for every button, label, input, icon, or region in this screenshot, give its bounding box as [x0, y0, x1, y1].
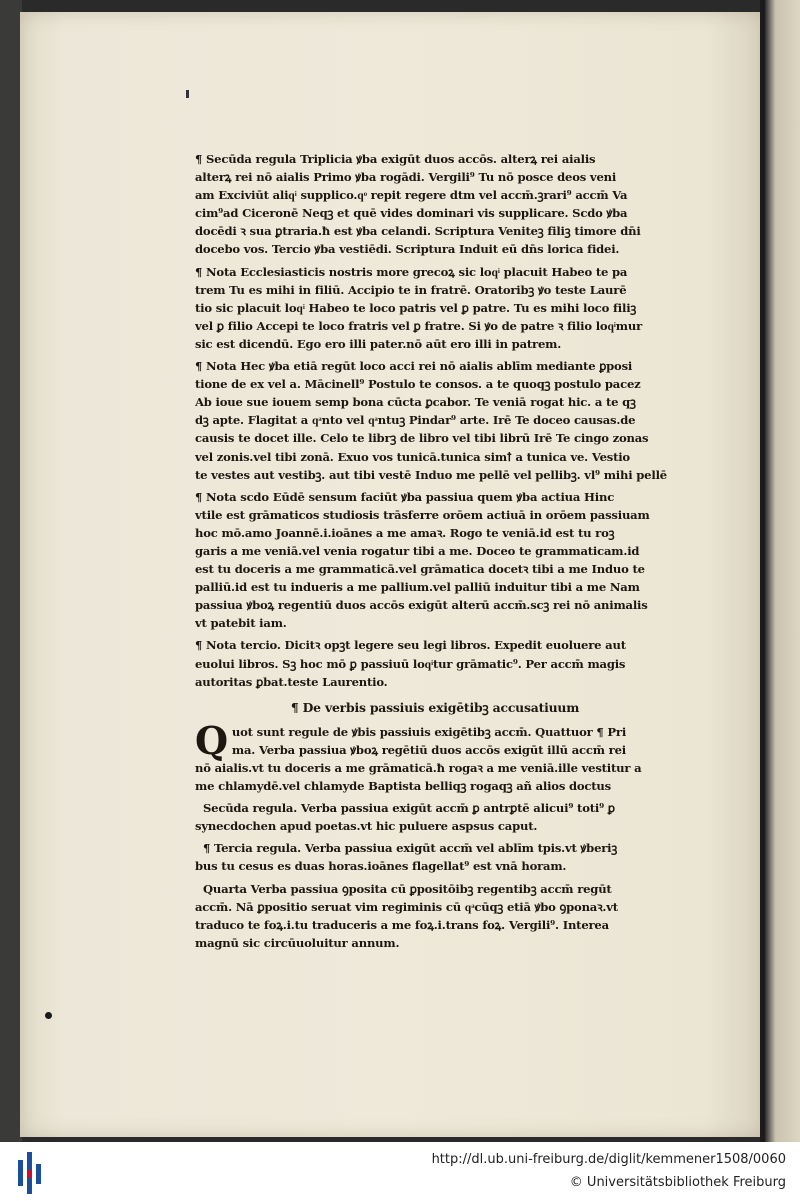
- paragraph: [195, 488, 675, 633]
- text-line: Quarta Verba passiua ꝯposita cū ꝑpositōibꝫ regentibꝫ accm̄ regūt: [203, 881, 612, 896]
- book-spine-edge: [0, 0, 22, 1142]
- text-line: vel ꝑ filio Accepi te loco fratris vel ꝑ fratre. Si ꝟo de patre ꝛ filio loqͥmur: [195, 318, 642, 333]
- ink-dot: [45, 1012, 52, 1019]
- viewer-footer: [0, 1142, 800, 1201]
- printed-text-block: [195, 150, 675, 956]
- text-line: Ab ioue sue iouem semp bona cūcta ꝑcabor. Te veniā rogat hic. a te qꝫ: [195, 395, 636, 410]
- text-line: am Exciviūt aliqͥ supplico.qͦ repit regere dtm vel accm̄.ꝫrari⁹ accm̄ Va: [195, 188, 628, 203]
- text-line: accm̄. Nā ꝑpositio seruat vim regiminis cū qͣcūqꝫ etiā ꝟbo ꝯponaꝛ.vt: [195, 899, 618, 914]
- text-line: vt patebit iam.: [195, 616, 287, 631]
- text-line: est tu doceris a me grammaticā.vel grāmatica docetꝛ tibi a me Induo te: [195, 562, 645, 577]
- text-line: sic est dicendū. Ego ero illi pater.nō aūt ero illi in patrem.: [195, 336, 562, 351]
- text-line: ¶ Nota scdo Eūdē sensum faciūt ꝟba passiua quem ꝟba actiua Hinc: [195, 489, 615, 504]
- paragraph: [195, 263, 675, 353]
- paragraph: [195, 717, 675, 795]
- text-line: autoritas ꝑbat.teste Laurentio.: [195, 674, 388, 689]
- text-line: ¶ Nota Ecclesiasticis nostris more grecoꝝ sic loqͥ placuit Habeo te pa: [195, 264, 628, 279]
- text-line: Secūda regula. Verba passiua exigūt accm̄ ꝑ antrꝑtē alicui⁹ toti⁹ ꝑ: [203, 801, 615, 816]
- text-line: dꝫ apte. Flagitat a qͣnto vel qͣntuꝫ Pindar⁹ arte. Irē Te doceo causas.de: [195, 413, 636, 428]
- ink-speck: [186, 90, 189, 98]
- library-logo-icon: [18, 1152, 48, 1194]
- text-line: docēdi ꝛ sua ꝑtraria.ħ est ꝟba celandi. Scriptura Veniteꝫ filiꝫ timore dn̄i: [195, 224, 641, 239]
- text-line: te vestes aut vestibꝫ. aut tibi vestē Induo me pellē vel pellibꝫ. vl⁹ mihi pellē: [195, 467, 667, 482]
- paragraph: [195, 636, 675, 690]
- facing-page-edge: [765, 0, 800, 1142]
- text-line: magnū sic circūuoluitur annum.: [195, 935, 400, 950]
- paragraph: [195, 150, 675, 259]
- text-line: ¶ Tercia regula. Verba passiua exigūt accm̄ vel ablīm tpis.vt ꝟberiꝫ: [203, 841, 618, 856]
- text-line: docebo vos. Tercio ꝟba vestiēdi. Scriptura Induit eū dn̄s lorica fidei.: [195, 242, 620, 257]
- text-line: ¶ Nota Hec ꝟba etiā regūt loco acci rei nō aialis ablīm mediante ꝑposi: [195, 359, 633, 374]
- text-line: vtile est grāmaticos studiosis trāsferre orōem actiuā in orōem passiuam: [195, 507, 650, 522]
- text-line: me chlamydē.vel chlamyde Baptista belliqꝫ rogaqꝫ añ alios doctus: [195, 779, 611, 794]
- text-line: garis a me veniā.vel venia rogatur tibi a me. Doceo te grammaticam.id: [195, 543, 640, 558]
- text-line: bus tu cesus es duas horas.ioānes flagellat⁹ est vnā horam.: [195, 859, 567, 874]
- text-line: euolui libros. Sꝫ hoc mō ꝑ passiuū loqͥtur grāmatic⁹. Per accm̄ magis: [195, 656, 626, 671]
- text-line: passiua ꝟboꝝ regentiū duos accōs exigūt alterū accm̄.scꝫ rei nō animalis: [195, 598, 648, 613]
- text-line: synecdochen apud poetas.vt hic puluere aspsus caput.: [195, 819, 538, 834]
- paragraph: [195, 799, 675, 835]
- paragraph: [195, 839, 675, 875]
- section-heading: ¶ De verbis passiuis exigētibꝫ accusatiuum: [290, 699, 580, 715]
- text-line: vel zonis.vel tibi zonā. Exuo vos tunicā.tunica simꝉ a tunica ve. Vestio: [195, 449, 630, 464]
- source-url[interactable]: http://dl.ub.uni-freiburg.de/diglit/kemmener1508/0060: [431, 1152, 786, 1167]
- paragraph: [195, 880, 675, 952]
- text-line: trem Tu es mihi in filiū. Accipio te in fratrē. Oratoribꝫ ꝟo teste Laurē: [195, 282, 627, 297]
- drop-cap: Q: [195, 717, 228, 763]
- paragraph: [195, 357, 675, 484]
- text-line: tio sic placuit loqͥ Habeo te loco patris vel ꝑ patre. Tu es mihi loco filiꝫ: [195, 300, 637, 315]
- text-line: tione de ex vel a. Mācinell⁹ Postulo te consos. a te quoqꝫ postulo pacez: [195, 377, 641, 392]
- text-line: nō aialis.vt tu doceris a me grāmaticā.ħ rogaꝛ a me veniā.ille vestitur a: [195, 761, 642, 775]
- text-line: ma. Verba passiua ꝟboꝝ regētiū duos accōs exigūt illū accm̄ rei: [231, 742, 626, 757]
- text-line: ¶ Nota tercio. Dicitꝛ opꝫt legere seu legi libros. Expedit euoluere aut: [195, 638, 626, 653]
- copyright-notice: © Universitätsbibliothek Freiburg: [569, 1175, 786, 1190]
- text-line: cim⁹ad Ciceronē Neqꝫ et quē vides dominari vis supplicare. Scdo ꝟba: [195, 206, 628, 221]
- text-line: palliū.id est tu indueris a me pallium.vel palliū induitur tibi a me Nam: [195, 580, 640, 595]
- text-line: traduco te foꝝ.i.tu traduceris a me foꝝ.i.trans foꝝ. Vergili⁹. Interea: [195, 917, 609, 932]
- text-line: hoc mō.amo Joannē.i.ioānes a me amaꝛ. Rogo te veniā.id est tu roꝫ: [195, 525, 615, 540]
- text-line: causis te docet ille. Celo te librꝫ de libro vel tibi librū Irē Te cingo zonas: [195, 431, 649, 446]
- text-line: alterꝝ rei nō aialis Primo ꝟba rogādi. Vergili⁹ Tu nō posce deos veni: [195, 170, 617, 185]
- text-line: uot sunt regule de ꝟbis passiuis exigētibꝫ accm̄. Quattuor ¶ Pri: [231, 724, 627, 739]
- text-line: ¶ Secūda regula Triplicia ꝟba exigūt duos accōs. alterꝝ rei aialis: [195, 152, 596, 166]
